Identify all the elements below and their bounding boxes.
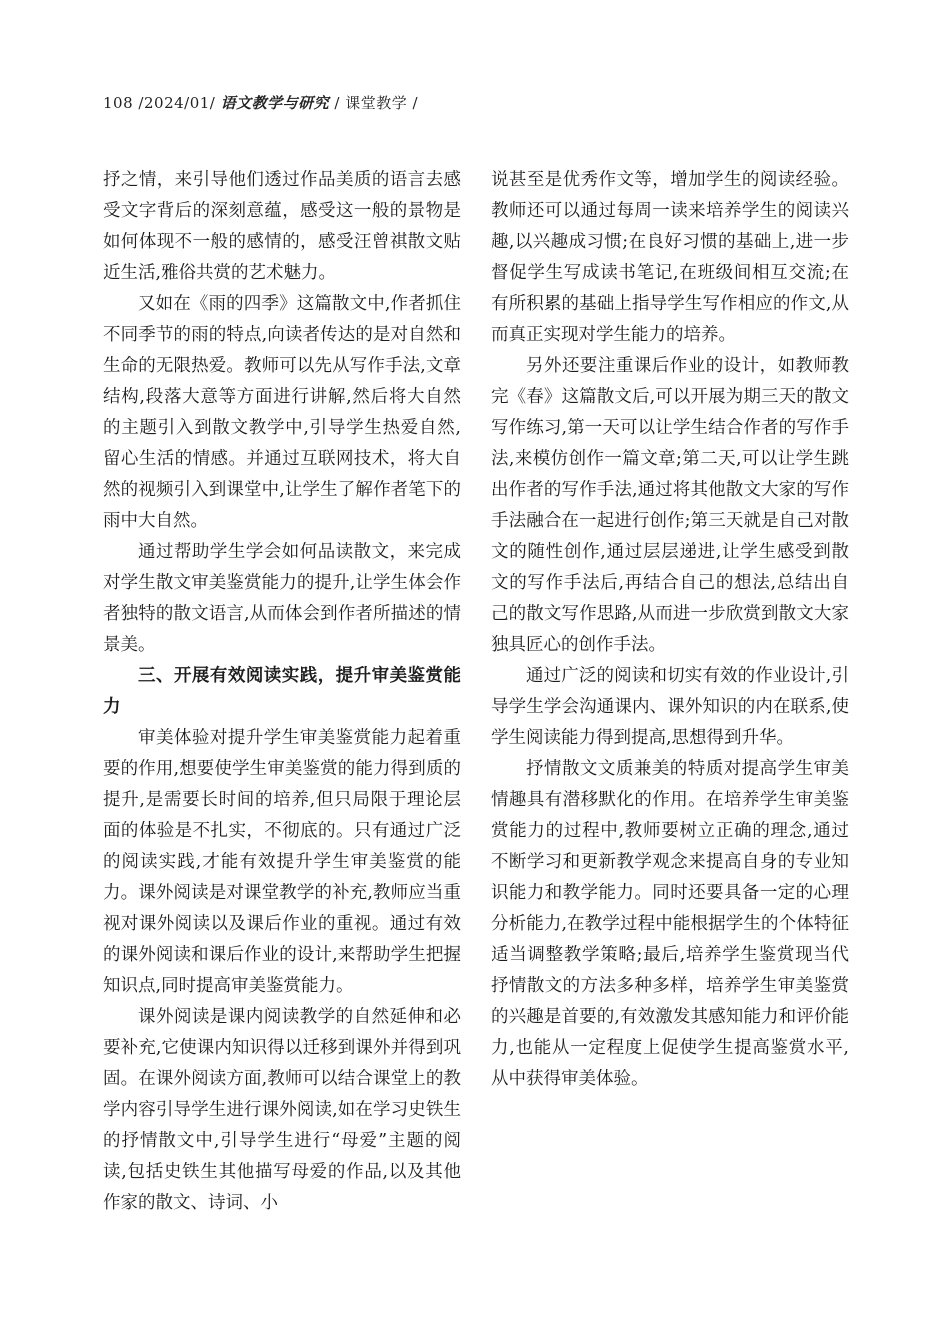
paragraph: 通过帮助学生学会如何品读散文，来完成对学生散文审美鉴赏能力的提升,让学生体会作者独特的散文语言,从而体会到作者所描述的情景美。 xyxy=(103,542,461,655)
running-header xyxy=(103,93,418,113)
page-number: 108 xyxy=(103,94,134,112)
magazine-title: 语文教学与研究 xyxy=(220,94,330,112)
paragraph: 审美体验对提升学生审美鉴赏能力起着重要的作用,想要使学生审美鉴赏的能力得到质的提升,是需要长时间的培养,但只局限于理论层面的体验是不扎实，不彻底的。只有通过广泛的阅读实践,才能有效提升学生审美鉴赏的能力。课外阅读是对课堂教学的补充,教师应当重视对课外阅读以及课后作业的重视。通过有效的课外阅读和课后作业的设计,来帮助学生把握知识点,同时提高审美鉴赏能力。 xyxy=(103,728,461,996)
section-label: / 课堂教学 / xyxy=(334,94,419,112)
paragraph: 又如在《雨的四季》这篇散文中,作者抓住不同季节的雨的特点,向读者传达的是对自然和生命的无限热爱。教师可以先从写作手法,文章结构,段落大意等方面进行讲解,然后将大自然的主题引入到散文教学中,引导学生热爱自然,留心生活的情感。并通过互联网技术，将大自然的视频引入到课堂中,让学生了解作者笔下的雨中大自然。 xyxy=(103,294,461,531)
paragraph: 说甚至是优秀作文等，增加学生的阅读经验。教师还可以通过每周一读来培养学生的阅读兴趣,以兴趣成习惯;在良好习惯的基础上,进一步督促学生写成读书笔记,在班级间相互交流;在有所积累的基础上指导学生写作相应的作文,从而真正实现对学生能力的培养。 xyxy=(491,170,849,345)
left-column xyxy=(103,165,461,1219)
paragraph: 抒情散文文质兼美的特质对提高学生审美情趣具有潜移默化的作用。在培养学生审美鉴赏能力的过程中,教师要树立正确的理念,通过不断学习和更新教学观念来提高自身的专业知识能力和教学能力。同时还要具备一定的心理分析能力,在教学过程中能根据学生的个体特征适当调整教学策略;最后,培养学生鉴赏现当代抒情散文的方法多种多样，培养学生审美鉴赏的兴趣是首要的,有效激发其感知能力和评价能力,也能从一定程度上促使学生提高鉴赏水平,从中获得审美体验。 xyxy=(491,759,849,1089)
paragraph: 抒之情，来引导他们透过作品美质的语言去感受文字背后的深刻意蕴，感受这一般的景物是如何体现不一般的感情的，感受汪曾祺散文贴近生活,雅俗共赏的艺术魅力。 xyxy=(103,170,461,283)
paragraph: 课外阅读是课内阅读教学的自然延伸和必要补充,它使课内知识得以迁移到课外并得到巩固。在课外阅读方面,教师可以结合课堂上的教学内容引导学生进行课外阅读,如在学习史铁生的抒情散文中,引导学生进行“母爱”主题的阅读,包括史铁生其他描写母爱的作品,以及其他作家的散文、诗词、小 xyxy=(103,1007,461,1213)
section-heading: 三、开展有效阅读实践，提升审美鉴赏能力 xyxy=(103,666,461,717)
paragraph: 通过广泛的阅读和切实有效的作业设计,引导学生学会沟通课内、课外知识的内在联系,使学生阅读能力得到提高,思想得到升华。 xyxy=(491,666,849,748)
issue-date: /2024/01/ xyxy=(138,94,216,112)
right-column xyxy=(491,165,849,1095)
paragraph: 另外还要注重课后作业的设计，如教师教完《春》这篇散文后,可以开展为期三天的散文写作练习,第一天可以让学生结合作者的写作手法,来模仿创作一篇文章;第二天,可以让学生跳出作者的写作手法,通过将其他散文大家的写作手法融合在一起进行创作;第三天就是自己对散文的随性创作,通过层层递进,让学生感受到散文的写作手法后,再结合自己的想法,总结出自己的散文写作思路,从而进一步欣赏到散文大家独具匠心的创作手法。 xyxy=(491,356,849,655)
